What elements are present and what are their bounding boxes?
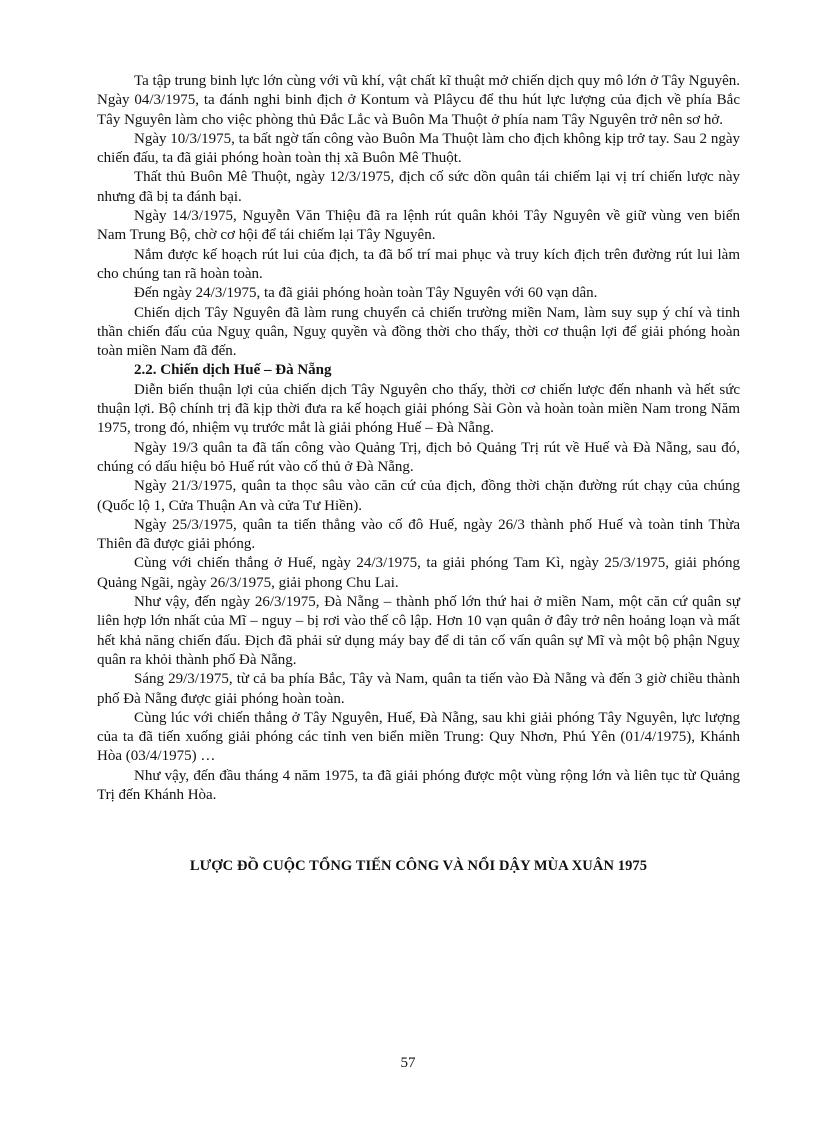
paragraph: Thất thủ Buôn Mê Thuột, ngày 12/3/1975, địch cố sức dồn quân tái chiếm lại vị trí chiến lược này nhưng đã bị ta đánh bại.: [97, 169, 740, 205]
paragraph: Như vậy, đến đầu tháng 4 năm 1975, ta đã giải phóng được một vùng rộng lớn và liên tục từ Quảng Trị đến Khánh Hòa.: [97, 767, 740, 803]
paragraph: Ngày 19/3 quân ta đã tấn công vào Quảng Trị, địch bỏ Quảng Trị rút về Huế và Đà Nẵng, sau đó, chúng có dấu hiệu bỏ Huế rút vào cố thủ ở Đà Nẵng.: [97, 439, 740, 475]
page-number: 57: [400, 1055, 416, 1071]
paragraph: Diễn biến thuận lợi của chiến dịch Tây Nguyên cho thấy, thời cơ chiến lược đến nhanh và hết sức thuận lợi. Bộ chính trị đã kịp thời đưa ra kế hoạch giải phóng Sài Gòn và hoàn toàn miền Nam trong Năm 1975, trong đó, nhiệm vụ trước mắt là giải phóng Huế – Đà Nẵng.: [97, 381, 740, 437]
paragraph: Chiến dịch Tây Nguyên đã làm rung chuyển cả chiến trường miền Nam, làm suy sụp ý chí và tinh thần chiến đấu của Nguỵ quân, Nguỵ quyền và đồng thời cho thấy, thời cơ thuận lợi để giải phóng hoàn toàn miền Nam đã đến.: [97, 304, 740, 360]
body-text: [97, 72, 740, 805]
paragraph: Ngày 21/3/1975, quân ta thọc sâu vào căn cứ của địch, đồng thời chặn đường rút chạy của chúng (Quốc lộ 1, Cửa Thuận An và cửa Tư Hiền).: [97, 478, 740, 514]
paragraph: Nắm được kế hoạch rút lui của địch, ta đã bố trí mai phục và truy kích địch trên đường rút lui làm cho chúng tan rã hoàn toàn.: [97, 246, 740, 282]
paragraph: Ngày 10/3/1975, ta bất ngờ tấn công vào Buôn Ma Thuột làm cho địch không kịp trở tay. Sau 2 ngày chiến đấu, ta đã giải phóng hoàn toàn thị xã Buôn Mê Thuột.: [97, 130, 740, 167]
paragraph: Ngày 25/3/1975, quân ta tiến thẳng vào cố đô Huế, ngày 26/3 thành phố Huế và toàn tỉnh Thừa Thiên đã được giải phóng.: [97, 516, 740, 553]
paragraph: Ngày 14/3/1975, Nguyễn Văn Thiệu đã ra lệnh rút quân khỏi Tây Nguyên về giữ vùng ven biển Nam Trung Bộ, chờ cơ hội để tái chiếm lại Tây Nguyên.: [97, 208, 740, 244]
paragraph: Sáng 29/3/1975, từ cả ba phía Bắc, Tây và Nam, quân ta tiến vào Đà Nẵng và đến 3 giờ chiều thành phố Đà Nẵng được giải phóng hoàn toàn.: [97, 671, 740, 707]
section-heading: 2.2. Chiến dịch Huế – Đà Nẵng: [134, 362, 332, 379]
paragraph: Ta tập trung binh lực lớn cùng với vũ khí, vật chất kĩ thuật mở chiến dịch quy mô lớn ở Tây Nguyên. Ngày 04/3/1975, ta đánh nghi binh địch ở Kontum và Plâycu để thu hút lực lượng của địch về phía Bắc Tây Nguyên làm cho việc phòng thủ Đắc Lắc và Buôn Ma Thuột ở phía nam Tây Nguyên trở nên sơ hở.: [97, 73, 740, 128]
paragraph: Đến ngày 24/3/1975, ta đã giải phóng hoàn toàn Tây Nguyên với 60 vạn dân.: [134, 285, 598, 302]
paragraph: Cùng với chiến thắng ở Huế, ngày 24/3/1975, ta giải phóng Tam Kì, ngày 25/3/1975, giải phóng Quảng Ngãi, ngày 26/3/1975, giải phong Chu Lai.: [97, 555, 740, 591]
figure-caption: LƯỢC ĐỒ CUỘC TỔNG TIẾN CÔNG VÀ NỔI DẬY MÙA XUÂN 1975: [189, 858, 648, 874]
paragraph: Cùng lúc với chiến thắng ở Tây Nguyên, Huế, Đà Nẵng, sau khi giải phóng Tây Nguyên, lực lượng của ta đã tiến xuống giải phóng các tỉnh ven biển miền Trung: Quy Nhơn, Phú Yên (01/4/1975), Khánh Hòa (03/4/1975) …: [97, 709, 740, 765]
paragraph: Như vậy, đến ngày 26/3/1975, Đà Nẵng – thành phố lớn thứ hai ở miền Nam, một căn cứ quân sự liên hợp lớn nhất của Mĩ – nguy – bị rơi vào thế cô lập. Hơn 10 vạn quân ở đây trở nên hoảng loạn và mất hết khả năng chiến đấu. Địch đã phải sử dụng máy bay để di tản cố vấn quân sự Mĩ và một bộ phận Nguỵ quân ra khỏi thành phố Đà Nẵng.: [97, 594, 740, 668]
